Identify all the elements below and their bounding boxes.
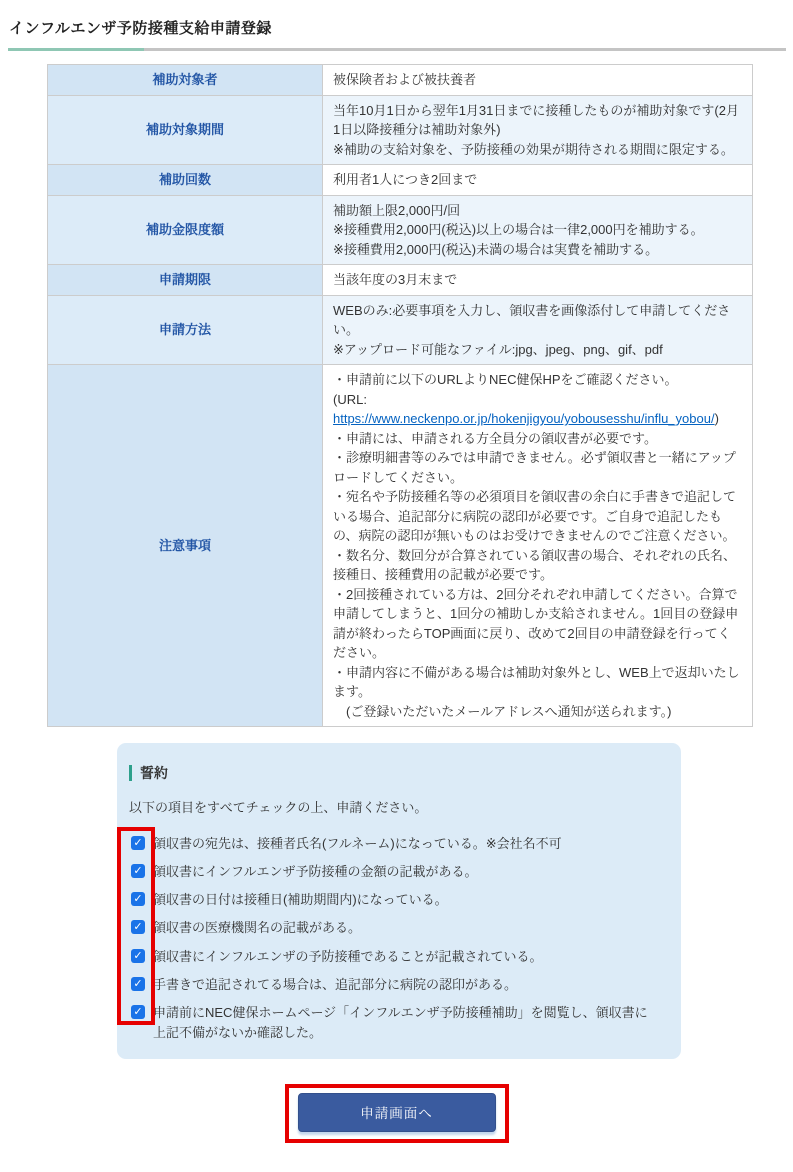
pledge-check-label: 領収書の日付は接種日(補助期間内)になっている。 bbox=[153, 892, 448, 908]
pledge-check-item bbox=[129, 947, 659, 967]
cell-line: ・申請内容に不備がある場合は補助対象外とし、WEB上で返却いたします。 bbox=[333, 664, 740, 699]
pledge-checkbox-icon[interactable]: ✓ bbox=[131, 949, 145, 963]
cell-line: ※アップロード可能なファイル:jpg、jpeg、png、gif、pdf bbox=[333, 341, 663, 357]
pledge-checkbox-icon[interactable]: ✓ bbox=[131, 892, 145, 906]
pledge-check-label: 領収書の宛先は、接種者氏名(フルネーム)になっている。※会社名不可 bbox=[153, 836, 562, 851]
pledge-check-label: 申請前にNEC健保ホームページ「インフルエンザ予防接種補助」を閲覧し、領収書に上記不備がないか確認した。 bbox=[153, 1004, 648, 1040]
table-row bbox=[48, 95, 753, 165]
page-title: インフルエンザ予防接種支給申請登録 bbox=[9, 20, 272, 37]
cell-line: 当年10月1日から翌年1月31日までに接種したものが補助対象です(2月1日以降接種分は補助対象外) bbox=[333, 102, 739, 137]
pledge-checkbox-icon[interactable]: ✓ bbox=[131, 920, 145, 934]
cell-line: 利用者1人につき2回まで bbox=[333, 172, 478, 187]
cell-line: ・申請には、申請される方全員分の領収書が必要です。 bbox=[333, 430, 657, 446]
nec-kenpo-url-link[interactable]: https://www.neckenpo.or.jp/hokenjigyou/yobousesshu/influ_yobou/ bbox=[333, 411, 715, 426]
cell-line: (ご登録いただいたメールアドレスへ通知が送られます。) bbox=[333, 703, 672, 719]
pledge-intro: 以下の項目をすべてチェックの上、申請ください。 bbox=[129, 800, 428, 815]
row-label: 補助金限度額 bbox=[48, 195, 323, 265]
cell-line: 補助額上限2,000円/回 bbox=[333, 202, 461, 218]
cell-line: https://www.neckenpo.or.jp/hokenjigyou/yobousesshu/influ_yobou/) bbox=[333, 411, 719, 426]
cell-line: ・宛名や予防接種名等の必須項目を領収書の余白に手書きで追記している場合、追記部分に病院の認印が必要です。ご自身で追記したもの、病院の認印が無いものはお受けできませんのでご注意ください。 bbox=[333, 489, 737, 543]
info-table bbox=[47, 64, 753, 727]
pledge-checkbox-icon[interactable]: ✓ bbox=[131, 864, 145, 878]
cell-line: 被保険者および被扶養者 bbox=[333, 72, 477, 87]
pledge-checkbox-icon[interactable]: ✓ bbox=[131, 836, 145, 850]
pledge-check-item bbox=[129, 890, 659, 910]
row-value bbox=[323, 295, 753, 365]
pledge-check-item bbox=[129, 918, 659, 938]
heading-accent-bar bbox=[129, 765, 132, 781]
cell-line: ・診療明細書等のみでは申請できません。必ず領収書と一緒にアップロードしてください。 bbox=[333, 450, 736, 485]
pledge-check-label: 領収書の医療機関名の記載がある。 bbox=[153, 920, 362, 936]
pledge-check-label: 手書きで追記されてる場合は、追記部分に病院の認印がある。 bbox=[153, 976, 518, 992]
pledge-check-item bbox=[129, 1003, 659, 1043]
cell-line: ※接種費用2,000円(税込)以上の場合は一律2,000円を補助する。 bbox=[333, 222, 704, 237]
row-label: 申請期限 bbox=[48, 265, 323, 296]
submit-wrap bbox=[298, 1093, 496, 1132]
table-row bbox=[48, 65, 753, 96]
pledge-check-item bbox=[129, 834, 659, 854]
submit-button[interactable]: 申請画面へ bbox=[298, 1093, 496, 1132]
cell-line: 当該年度の3月末まで bbox=[333, 272, 458, 287]
cell-line: ・数名分、数回分が合算されている領収書の場合、それぞれの氏名、接種日、接種費用の記載が必要です。 bbox=[333, 547, 737, 582]
pledge-checkbox-icon[interactable]: ✓ bbox=[131, 977, 145, 991]
pledge-check-label: 領収書にインフルエンザ予防接種の金額の記載がある。 bbox=[153, 864, 478, 880]
pledge-check-item bbox=[129, 975, 659, 995]
pledge-heading-label: 誓約 bbox=[140, 765, 168, 781]
cell-line: ※接種費用2,000円(税込)未満の場合は実費を補助する。 bbox=[333, 241, 659, 257]
info-table-body bbox=[48, 65, 753, 727]
pledge-heading bbox=[129, 763, 659, 783]
cell-line: (URL: bbox=[333, 391, 367, 407]
title-underline bbox=[8, 48, 786, 51]
row-label: 補助対象期間 bbox=[48, 95, 323, 165]
cell-line: ※補助の支給対象を、予防接種の効果が期待される期間に限定する。 bbox=[333, 141, 734, 157]
table-row bbox=[48, 195, 753, 265]
row-value bbox=[323, 365, 753, 727]
row-value bbox=[323, 195, 753, 265]
row-value bbox=[323, 95, 753, 165]
row-value bbox=[323, 265, 753, 296]
pledge-check-label: 領収書にインフルエンザの予防接種であることが記載されている。 bbox=[153, 948, 543, 964]
title-underline-accent bbox=[8, 48, 144, 51]
row-label: 申請方法 bbox=[48, 295, 323, 365]
cell-line: ・2回接種されている方は、2回分それぞれ申請してください。合算で申請してしまうと、1回分の補助しか支給されません。1回目の登録申請が終わったらTOP画面に戻り、改めて2回目の申請登録を行ってください。 bbox=[333, 586, 739, 660]
row-label: 注意事項 bbox=[48, 365, 323, 727]
pledge-check-item bbox=[129, 862, 659, 882]
pledge-checkbox-icon[interactable]: ✓ bbox=[131, 1005, 145, 1019]
row-label: 補助対象者 bbox=[48, 65, 323, 96]
table-row bbox=[48, 265, 753, 296]
table-row bbox=[48, 165, 753, 196]
row-value bbox=[323, 65, 753, 96]
cell-line: ・申請前に以下のURLよりNEC健保HPをご確認ください。 bbox=[333, 372, 678, 387]
table-row bbox=[48, 295, 753, 365]
row-label: 補助回数 bbox=[48, 165, 323, 196]
row-value bbox=[323, 165, 753, 196]
cell-line: WEBのみ:必要事項を入力し、領収書を画像添付して申請してください。 bbox=[333, 302, 731, 337]
submit-row bbox=[0, 1093, 793, 1132]
table-row bbox=[48, 365, 753, 727]
checklist bbox=[129, 834, 659, 1043]
pledge-panel bbox=[117, 743, 681, 1059]
